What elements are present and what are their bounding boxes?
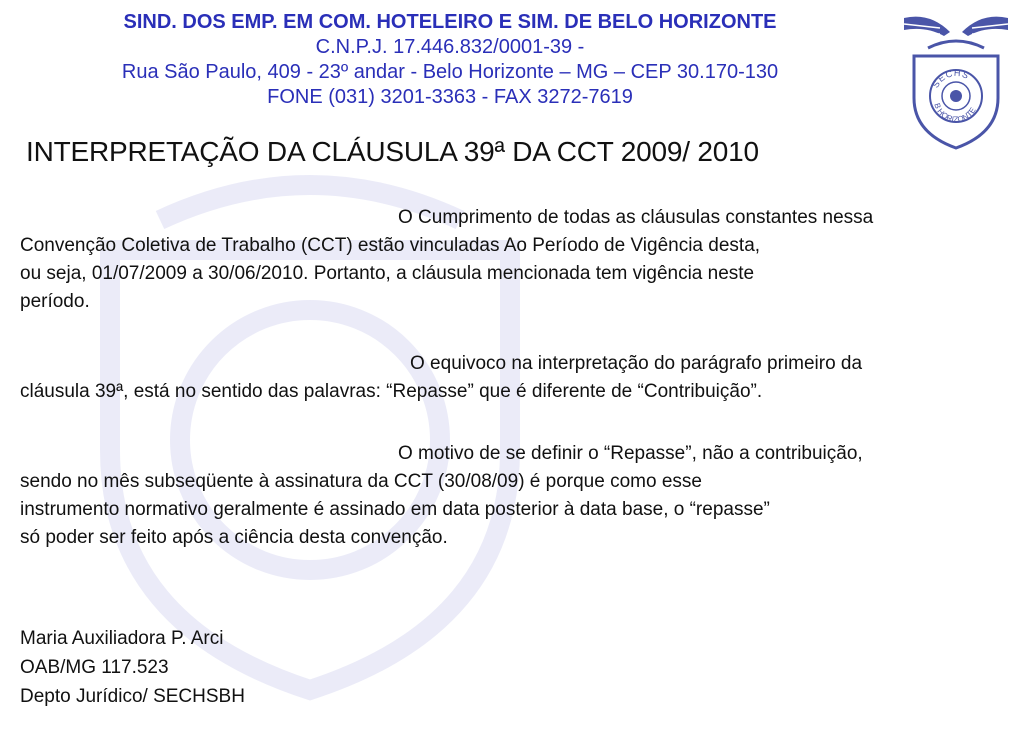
document-title: INTERPRETAÇÃO DA CLÁUSULA 39ª DA CCT 2009/ 2010 bbox=[26, 136, 759, 167]
paragraph-line: O motivo de se definir o “Repasse”, não a contribuição, bbox=[398, 443, 863, 464]
svg-text:SECHS: SECHS bbox=[930, 67, 972, 90]
paragraph-3 bbox=[20, 440, 1005, 552]
union-name: SIND. DOS EMP. EM COM. HOTELEIRO E SIM. DE BELO HORIZONTE bbox=[123, 11, 777, 33]
paragraph-line: sendo no mês subseqüente à assinatura da CCT (30/08/09) é porque como esse bbox=[20, 471, 702, 492]
paragraph-line: cláusula 39ª, está no sentido das palavras: “Repasse” que é diferente de “Contribuição”. bbox=[20, 381, 763, 402]
paragraph-line: O equivoco na interpretação do parágrafo primeiro da bbox=[410, 353, 863, 374]
paragraph-line: O Cumprimento de todas as cláusulas constantes nessa bbox=[398, 207, 874, 228]
paragraph-line: ou seja, 01/07/2009 a 30/06/2010. Portanto, a cláusula mencionada tem vigência neste bbox=[20, 263, 755, 284]
paragraph-1 bbox=[20, 204, 1005, 316]
paragraph-line: Convenção Coletiva de Trabalho (CCT) estão vinculadas Ao Período de Vigência desta, bbox=[20, 235, 761, 256]
paragraph-line: período. bbox=[20, 291, 90, 312]
letterhead bbox=[0, 10, 900, 110]
phone-line: FONE (031) 3201-3363 - FAX 3272-7619 bbox=[267, 86, 633, 108]
cnpj-line: C.N.P.J. 17.446.832/0001-39 - bbox=[315, 36, 585, 58]
paragraph-line: instrumento normativo geralmente é assinado em data posterior à data base, o “repasse” bbox=[20, 499, 770, 520]
paragraph-line: só poder ser feito após a ciência desta convenção. bbox=[20, 527, 448, 548]
document-body bbox=[20, 204, 1005, 586]
svg-text:B HORIZONTE: B HORIZONTE bbox=[932, 101, 978, 125]
signer-oab: OAB/MG 117.523 bbox=[20, 657, 169, 678]
address-line: Rua São Paulo, 409 - 23º andar - Belo Horizonte – MG – CEP 30.170-130 bbox=[121, 61, 779, 83]
signer-department: Depto Jurídico/ SECHSBH bbox=[20, 686, 245, 707]
union-crest-icon bbox=[900, 8, 1012, 158]
signer-name: Maria Auxiliadora P. Arci bbox=[20, 628, 224, 649]
paragraph-2 bbox=[20, 350, 1005, 406]
signature-block bbox=[20, 624, 245, 711]
